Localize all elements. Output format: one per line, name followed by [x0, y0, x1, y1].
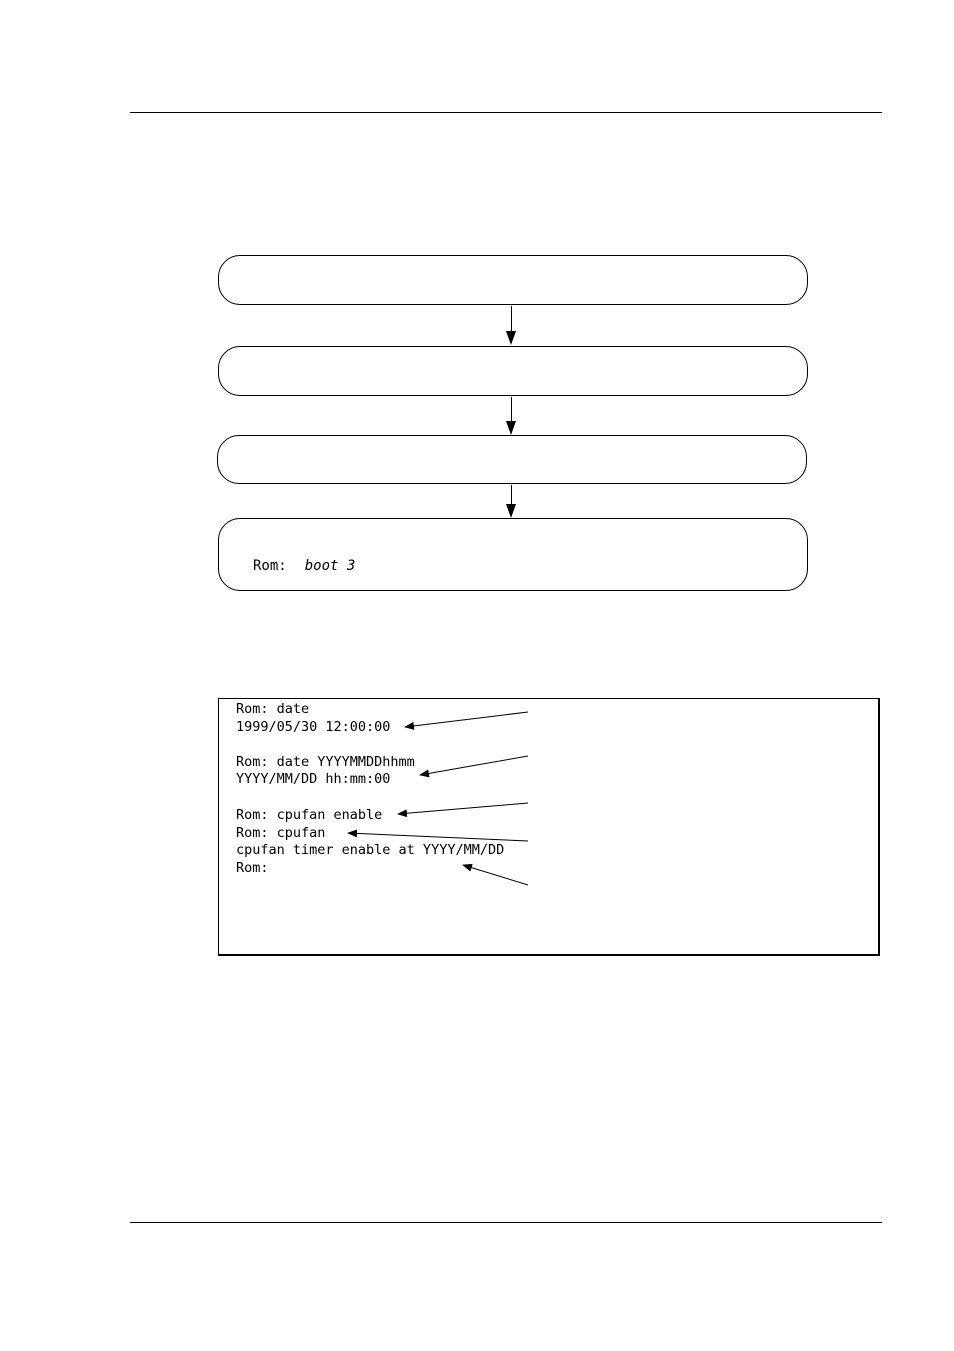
footer-rule: [130, 1222, 882, 1223]
boot-prompt: Rom:: [253, 558, 287, 574]
callout-arrow-cpufan-query: [348, 833, 528, 841]
callout-arrow-date-set: [420, 756, 528, 775]
console-line-7: Rom: cpufan enable: [236, 807, 383, 823]
console-line-1: Rom: date: [236, 701, 310, 717]
console-line-4: Rom: date YYYYMMDDhhmm: [236, 754, 415, 770]
console-line-9: cpufan timer enable at YYYY/MM/DD: [236, 842, 505, 858]
boot-command: boot 3: [304, 558, 356, 574]
callout-arrow-cpufan-enable: [398, 803, 528, 814]
console-line-2: 1999/05/30 12:00:00: [236, 719, 391, 735]
console-line-8: Rom: cpufan: [236, 825, 326, 841]
console-line-5: YYYY/MM/DD hh:mm:00: [236, 771, 391, 787]
callout-arrow-date-output: [405, 712, 528, 727]
callout-arrow-cpufan-status: [463, 865, 528, 885]
console-line-10: Rom:: [236, 860, 269, 876]
